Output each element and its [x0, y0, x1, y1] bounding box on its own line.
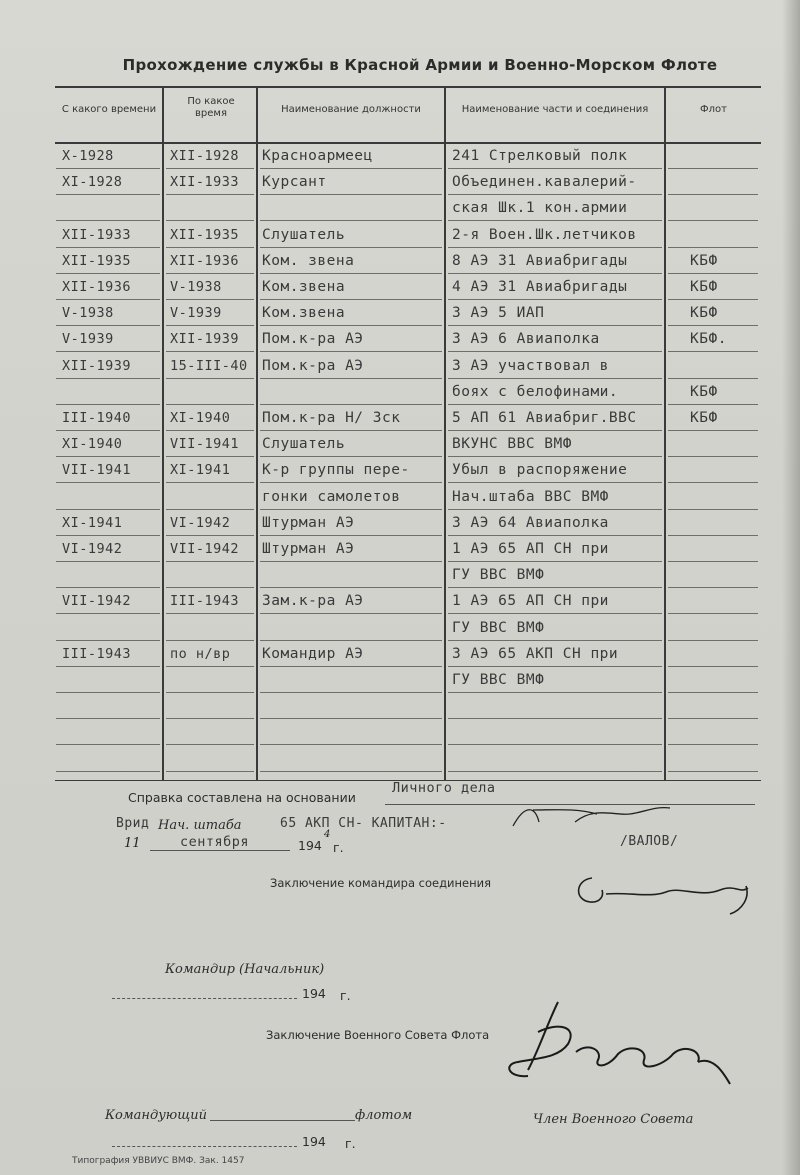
row-rule — [166, 482, 254, 483]
cell-position: Слушатель — [262, 226, 346, 243]
row-rule — [668, 771, 758, 772]
row-rule — [668, 299, 758, 300]
row-rule — [668, 430, 758, 431]
cell-unit: ская Шк.1 кон.армии — [452, 200, 628, 217]
row-rule — [448, 482, 662, 483]
fleet-line — [210, 1120, 355, 1121]
row-rule — [260, 247, 442, 248]
row-rule — [166, 456, 254, 457]
cell-to: V-1938 — [170, 279, 222, 295]
cell-to: VII-1942 — [170, 541, 240, 557]
column-header-from: С какого времени — [61, 104, 157, 115]
row-rule — [56, 351, 160, 352]
signature-name: /ВАЛОВ/ — [620, 834, 679, 849]
row-rule — [668, 666, 758, 667]
column-divider — [664, 86, 666, 780]
cell-unit: 3 АЭ участвовал в — [452, 357, 609, 374]
row-rule — [56, 535, 160, 536]
row-rule — [56, 613, 160, 614]
fleet-label: флотом — [355, 1108, 413, 1123]
row-rule — [448, 430, 662, 431]
date-month: сентября — [180, 834, 250, 850]
row-rule — [56, 744, 160, 745]
cell-position: Командир АЭ — [262, 645, 364, 662]
row-rule — [166, 509, 254, 510]
year-blank-2-letter: г. — [345, 1136, 356, 1151]
date-year-letter: г. — [333, 840, 344, 855]
row-rule — [56, 482, 160, 483]
cell-position: Ком. звена — [262, 252, 355, 269]
row-rule — [166, 640, 254, 641]
row-rule — [260, 640, 442, 641]
row-rule — [166, 718, 254, 719]
cell-from: XII-1939 — [62, 357, 132, 374]
row-rule — [260, 718, 442, 719]
row-rule — [448, 351, 662, 352]
row-rule — [260, 351, 442, 352]
row-rule — [56, 666, 160, 667]
basis-value: Личного дела — [392, 780, 496, 796]
row-rule — [166, 404, 254, 405]
row-rule — [668, 613, 758, 614]
cell-from: XI-1941 — [62, 514, 123, 531]
row-rule — [448, 273, 662, 274]
column-divider — [256, 86, 258, 780]
cell-from: XII-1933 — [62, 226, 132, 243]
cell-unit: 5 АП 61 Авиабриг.ВВС — [452, 410, 637, 426]
row-rule — [448, 247, 662, 248]
cell-to: III-1943 — [170, 593, 240, 610]
cell-unit: 1 АЭ 65 АП СН при — [452, 593, 609, 610]
cell-fleet: КБФ — [690, 279, 718, 295]
column-header-to: По какое время — [187, 96, 235, 119]
row-rule — [260, 613, 442, 614]
cell-fleet: КБФ — [690, 383, 718, 400]
printer-imprint: Типография УВВИУС ВМФ. Зак. 1457 — [72, 1156, 245, 1166]
commander-conclusion-label: Заключение командира соединения — [270, 876, 492, 890]
row-rule — [260, 456, 442, 457]
date-year-prefix: 194 — [298, 838, 322, 853]
row-rule — [56, 168, 160, 169]
cell-unit: 4 АЭ 31 Авиабригады — [452, 279, 628, 295]
row-rule — [166, 351, 254, 352]
row-rule — [166, 692, 254, 693]
cell-position: Пом.к-ра Н/ 3ск — [262, 410, 401, 426]
row-rule — [166, 273, 254, 274]
row-rule — [166, 378, 254, 379]
cell-from: VII-1941 — [62, 462, 132, 479]
row-rule — [668, 744, 758, 745]
cell-unit: Убыл в распоряжение — [452, 462, 628, 479]
row-rule — [448, 640, 662, 641]
cell-to: XI-1941 — [170, 462, 231, 479]
cell-position: Штурман АЭ — [262, 541, 355, 557]
column-header-fleet: Флот — [700, 104, 727, 115]
row-rule — [668, 509, 758, 510]
row-rule — [260, 194, 442, 195]
row-rule — [166, 613, 254, 614]
cell-position: Пом.к-ра АЭ — [262, 331, 364, 348]
row-rule — [448, 744, 662, 745]
cell-from: V-1939 — [62, 331, 114, 348]
row-rule — [668, 692, 758, 693]
cell-unit: 241 Стрелковый полк — [452, 148, 628, 164]
row-rule — [260, 430, 442, 431]
vrid-label: Врид — [116, 816, 150, 831]
row-rule — [56, 587, 160, 588]
cell-unit: 3 АЭ 5 ИАП — [452, 305, 545, 322]
row-rule — [448, 220, 662, 221]
row-rule — [56, 430, 160, 431]
date-day: 11 — [124, 836, 141, 851]
cell-to: V-1939 — [170, 305, 222, 322]
row-rule — [448, 378, 662, 379]
row-rule — [56, 561, 160, 562]
cell-unit: 1 АЭ 65 АП СН при — [452, 541, 609, 557]
commander-signature — [570, 868, 760, 918]
row-rule — [260, 509, 442, 510]
row-rule — [448, 456, 662, 457]
cell-from: XII-1935 — [62, 252, 132, 269]
cell-to: XII-1936 — [170, 252, 240, 269]
row-rule — [166, 194, 254, 195]
row-rule — [260, 325, 442, 326]
date-year-suffix: 4 — [324, 829, 331, 840]
row-rule — [668, 587, 758, 588]
cell-position: гонки самолетов — [262, 488, 401, 505]
row-rule — [166, 299, 254, 300]
row-rule — [166, 430, 254, 431]
cell-fleet: КБФ. — [690, 331, 727, 348]
row-rule — [56, 299, 160, 300]
row-rule — [668, 718, 758, 719]
row-rule — [166, 220, 254, 221]
row-rule — [166, 535, 254, 536]
row-rule — [166, 325, 254, 326]
row-rule — [448, 299, 662, 300]
row-rule — [260, 482, 442, 483]
cell-unit: ГУ ВВС ВМФ — [452, 619, 545, 636]
cell-position: Ком.звена — [262, 305, 346, 322]
table-top-border — [55, 86, 761, 88]
row-rule — [56, 220, 160, 221]
row-rule — [668, 220, 758, 221]
row-rule — [448, 325, 662, 326]
cell-fleet: КБФ — [690, 252, 718, 269]
row-rule — [260, 220, 442, 221]
cell-from: X-1928 — [62, 148, 114, 164]
cell-to: XII-1935 — [170, 226, 240, 243]
row-rule — [166, 247, 254, 248]
row-rule — [260, 404, 442, 405]
row-rule — [448, 692, 662, 693]
row-rule — [448, 771, 662, 772]
row-rule — [56, 509, 160, 510]
row-rule — [668, 378, 758, 379]
row-rule — [668, 194, 758, 195]
row-rule — [56, 404, 160, 405]
cell-position: Штурман АЭ — [262, 514, 355, 531]
row-rule — [448, 587, 662, 588]
page-title: Прохождение службы в Красной Армии и Военно-Морском Флоте — [122, 56, 718, 74]
row-rule — [260, 378, 442, 379]
cell-unit: Объединен.кавалерий- — [452, 174, 637, 191]
cell-position: Зам.к-ра АЭ — [262, 593, 364, 610]
cell-to: по н/вр — [170, 645, 231, 662]
cell-position: Пом.к-ра АЭ — [262, 357, 364, 374]
staff-signature — [505, 796, 685, 836]
row-rule — [668, 351, 758, 352]
commander-label: Командир (Начальник) — [165, 962, 325, 977]
row-rule — [56, 273, 160, 274]
cell-position: Красноармеец — [262, 148, 373, 164]
basis-label: Справка составлена на основании — [128, 790, 356, 805]
row-rule — [668, 325, 758, 326]
cell-from: XI-1940 — [62, 436, 123, 453]
row-rule — [166, 587, 254, 588]
row-rule — [260, 168, 442, 169]
column-header-position: Наименование должности — [281, 104, 421, 115]
council-conclusion-label: Заключение Военного Совета Флота — [266, 1028, 490, 1042]
row-rule — [56, 378, 160, 379]
cell-to: XII-1928 — [170, 148, 240, 164]
cell-unit: ГУ ВВС ВМФ — [452, 672, 545, 688]
cell-unit: 3 АЭ 6 Авиаполка — [452, 331, 600, 348]
row-rule — [56, 194, 160, 195]
cell-unit: 2-я Воен.Шк.летчиков — [452, 226, 637, 243]
row-rule — [260, 744, 442, 745]
row-rule — [260, 692, 442, 693]
cell-from: VII-1942 — [62, 593, 132, 610]
cell-fleet: КБФ — [690, 305, 718, 322]
cell-from: VI-1942 — [62, 541, 123, 557]
row-rule — [260, 771, 442, 772]
cell-position: Ком.звена — [262, 279, 346, 295]
row-rule — [668, 404, 758, 405]
row-rule — [448, 194, 662, 195]
year-blank-2: 194 — [302, 1134, 326, 1149]
row-rule — [56, 247, 160, 248]
header-bottom-border — [55, 142, 761, 144]
row-rule — [448, 666, 662, 667]
row-rule — [56, 456, 160, 457]
cell-unit: 8 АЭ 31 Авиабригады — [452, 252, 628, 269]
cell-from: XII-1936 — [62, 279, 132, 295]
column-header-unit: Наименование части и соединения — [461, 104, 649, 115]
year-blank: 194 — [302, 986, 326, 1001]
row-rule — [668, 640, 758, 641]
row-rule — [668, 535, 758, 536]
cell-to: VI-1942 — [170, 514, 231, 531]
cell-unit: Нач.штаба ВВС ВМФ — [452, 488, 609, 505]
cell-to: XII-1933 — [170, 174, 240, 191]
date-line-3 — [112, 1146, 297, 1147]
cell-unit: 3 АЭ 65 АКП СН при — [452, 645, 619, 662]
date-line — [150, 850, 290, 851]
row-rule — [166, 666, 254, 667]
row-rule — [448, 509, 662, 510]
row-rule — [448, 168, 662, 169]
row-rule — [260, 587, 442, 588]
column-divider — [444, 86, 446, 780]
cell-to: XII-1939 — [170, 331, 240, 348]
cell-to: 15-III-40 — [170, 357, 248, 374]
cell-position: Слушатель — [262, 436, 346, 453]
row-rule — [668, 482, 758, 483]
row-rule — [260, 535, 442, 536]
row-rule — [56, 325, 160, 326]
page-edge-shadow — [782, 0, 800, 1175]
cell-position: Курсант — [262, 174, 327, 191]
cell-to: VII-1941 — [170, 436, 240, 453]
cell-unit: боях с белофинами. — [452, 383, 619, 400]
row-rule — [260, 299, 442, 300]
row-rule — [668, 273, 758, 274]
row-rule — [166, 744, 254, 745]
row-rule — [448, 535, 662, 536]
row-rule — [448, 613, 662, 614]
row-rule — [166, 168, 254, 169]
row-rule — [668, 561, 758, 562]
row-rule — [56, 718, 160, 719]
row-rule — [260, 561, 442, 562]
cell-to: XI-1940 — [170, 410, 231, 426]
cell-fleet: КБФ — [690, 410, 718, 426]
cell-from: III-1943 — [62, 645, 132, 662]
row-rule — [448, 561, 662, 562]
row-rule — [260, 666, 442, 667]
row-rule — [56, 640, 160, 641]
cell-position: К-р группы пере- — [262, 462, 410, 479]
row-rule — [56, 692, 160, 693]
row-rule — [166, 771, 254, 772]
unit-rank: 65 АКП СН- КАПИТАН:- — [280, 816, 447, 831]
cell-unit: 3 АЭ 64 Авиаполка — [452, 514, 609, 531]
cell-from: V-1938 — [62, 305, 114, 322]
year-blank-letter: г. — [340, 988, 351, 1003]
cell-from: XI-1928 — [62, 174, 123, 191]
row-rule — [448, 718, 662, 719]
row-rule — [668, 456, 758, 457]
fleet-commander-label: Командующий — [105, 1108, 207, 1123]
cell-from: III-1940 — [62, 410, 132, 426]
row-rule — [260, 273, 442, 274]
cell-unit: ГУ ВВС ВМФ — [452, 567, 545, 584]
cell-unit: ВКУНС ВВС ВМФ — [452, 436, 572, 453]
council-signature — [498, 992, 738, 1092]
row-rule — [166, 561, 254, 562]
row-rule — [448, 404, 662, 405]
council-member-label: Член Военного Совета — [533, 1112, 694, 1127]
row-rule — [668, 247, 758, 248]
column-divider — [162, 86, 164, 780]
row-rule — [668, 168, 758, 169]
date-line-2 — [112, 998, 297, 999]
row-rule — [56, 771, 160, 772]
chief-of-staff-label: Нач. штаба — [158, 818, 242, 833]
